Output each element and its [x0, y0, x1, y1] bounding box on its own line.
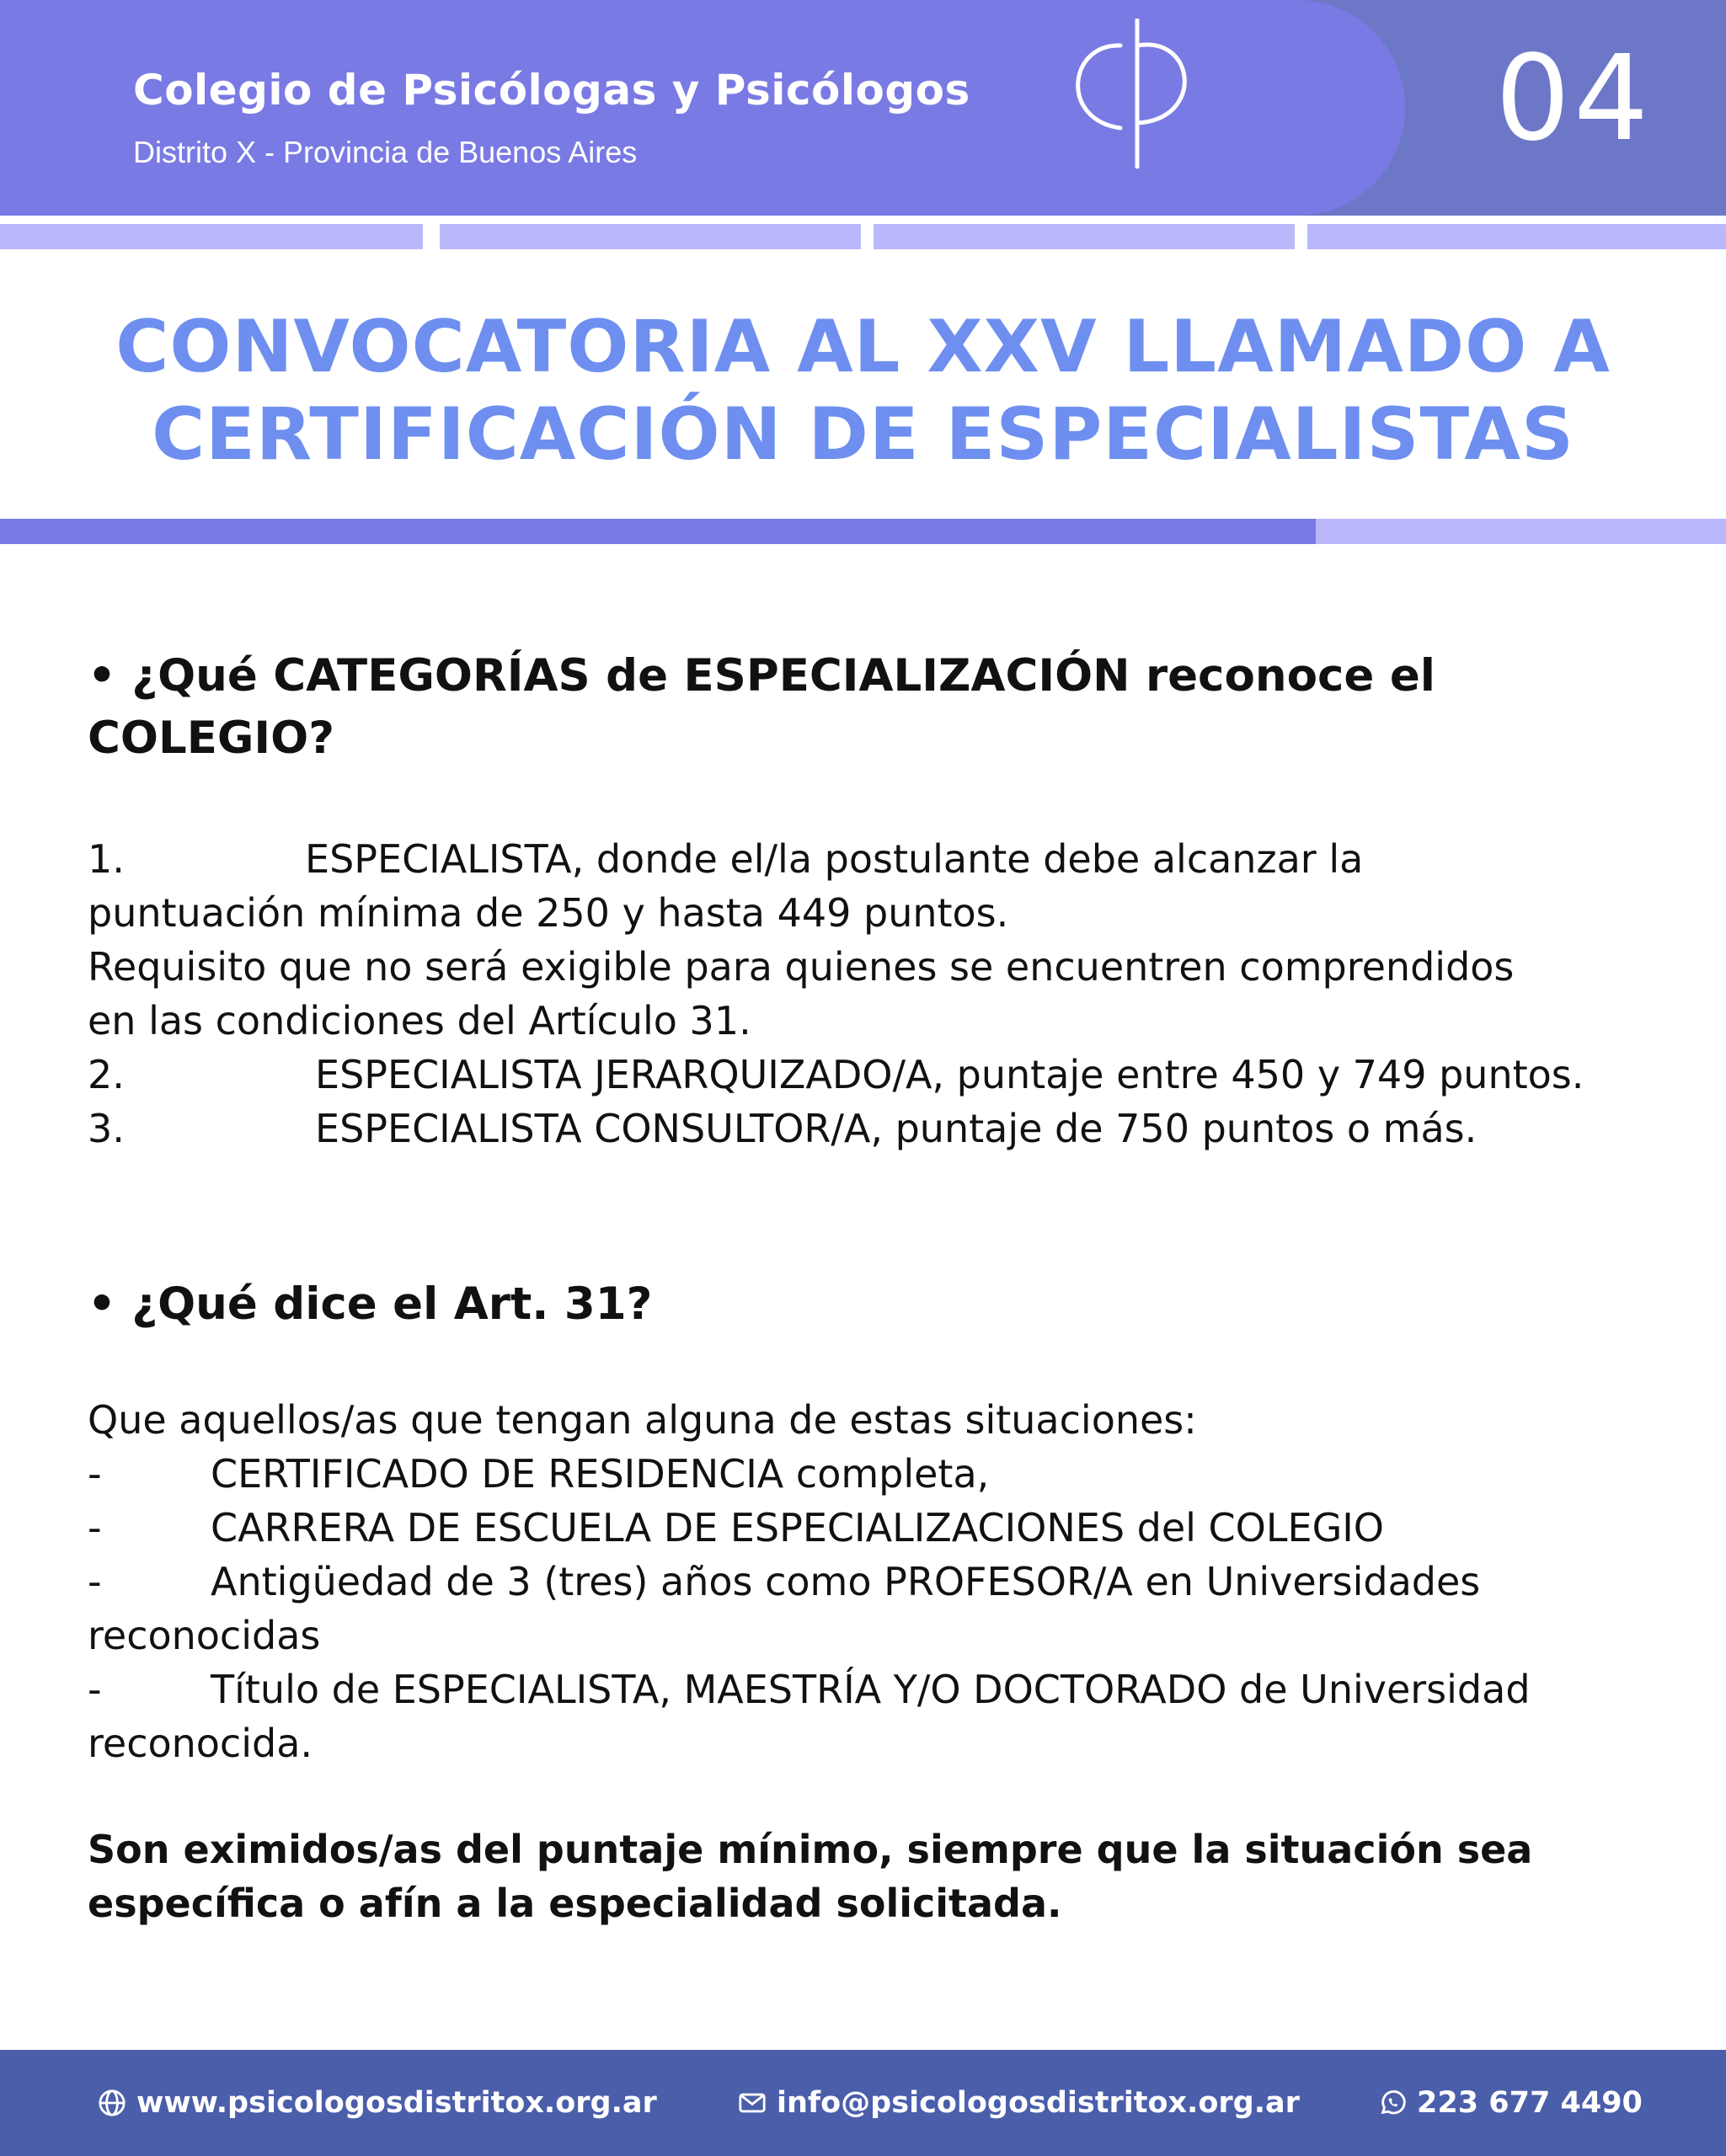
list-number: 1. [88, 836, 125, 882]
email-text: info@psicologosdistritox.org.ar [777, 2086, 1300, 2120]
section1-heading-line-1: • ¿Qué CATEGORÍAS de ESPECIALIZACIÓN reconoce el [88, 650, 1435, 702]
globe-icon [98, 2089, 126, 2117]
dash-marker: - [88, 1667, 102, 1712]
section2-intro: Que aquellos/as que tengan alguna de estas situaciones: [88, 1397, 1197, 1443]
website-link[interactable] [98, 2050, 657, 2156]
org-subtitle: Distrito X - Provincia de Buenos Aires [133, 135, 638, 169]
list-item-3 [88, 1102, 1477, 1155]
section1-heading-line-2: COLEGIO? [88, 712, 334, 764]
list-item-1 [88, 832, 1363, 886]
dash-marker: - [88, 1559, 102, 1604]
segment-2 [440, 224, 861, 249]
mail-icon [738, 2089, 767, 2117]
segment-1 [0, 224, 423, 249]
exemption-note-line-1: Son eximidos/as del puntaje mínimo, siempre que la situación sea [88, 1827, 1533, 1872]
section2-heading [88, 1273, 652, 1336]
dash-item-text: CARRERA DE ESCUELA DE ESPECIALIZACIONES del COLEGIO [211, 1505, 1384, 1550]
segment-3 [874, 224, 1295, 249]
header-banner [0, 0, 1405, 216]
phone-text: 223 677 4490 [1417, 2086, 1643, 2120]
website-text: www.psicologosdistritox.org.ar [136, 2086, 657, 2120]
list-item-1-line-4: en las condiciones del Artículo 31. [88, 998, 751, 1043]
title-line-2: CERTIFICACIÓN DE ESPECIALISTAS [152, 392, 1574, 477]
page-number: 04 [1495, 30, 1653, 168]
dash-item-2 [88, 1501, 1384, 1555]
dash-item-text: Título de ESPECIALISTA, MAESTRÍA Y/O DOCTORADO de Universidad [211, 1667, 1531, 1712]
exemption-note [88, 1822, 1532, 1930]
divider-light [1316, 519, 1726, 544]
list-number: 3. [88, 1106, 125, 1151]
whatsapp-icon [1378, 2089, 1407, 2117]
list-item-text: ESPECIALISTA CONSULTOR/A, puntaje de 750 puntos o más. [315, 1106, 1478, 1151]
list-item-1-line-2: puntuación mínima de 250 y hasta 449 puntos. [88, 890, 1009, 936]
header-segment-bar [0, 224, 1726, 249]
list-number: 2. [88, 1052, 125, 1097]
list-item-1-line-3: Requisito que no será exigible para quienes se encuentren comprendidos [88, 944, 1515, 990]
dash-item-text: CERTIFICADO DE RESIDENCIA completa, [211, 1451, 990, 1497]
dash-item-4 [88, 1662, 1531, 1716]
segment-4 [1307, 224, 1726, 249]
list-item-text: ESPECIALISTA, donde el/la postulante debe alcanzar la [305, 836, 1364, 882]
page-footer [0, 2050, 1726, 2156]
dash-item-1 [88, 1447, 989, 1501]
org-name: Colegio de Psicólogas y Psicólogos [133, 66, 970, 115]
page-header [0, 0, 1726, 216]
divider-dark [0, 519, 1316, 544]
dash-marker: - [88, 1451, 102, 1497]
dash-item-text: Antigüedad de 3 (tres) años como PROFESOR/A en Universidades [211, 1559, 1481, 1604]
exemption-note-line-2: específica o afín a la especialidad solicitada. [88, 1881, 1062, 1926]
dash-item-4-line-2: reconocida. [88, 1721, 313, 1766]
list-item-2 [88, 1048, 1584, 1102]
list-item-text: ESPECIALISTA JERARQUIZADO/A, puntaje entre 450 y 749 puntos. [315, 1052, 1584, 1097]
section2-heading-text: • ¿Qué dice el Art. 31? [88, 1278, 653, 1330]
title-line-1: CONVOCATORIA AL XXV LLAMADO A [115, 305, 1611, 389]
psi-monogram-logo [1053, 19, 1210, 170]
dash-item-3-line-2: reconocidas [88, 1613, 321, 1658]
phone-link[interactable] [1378, 2050, 1643, 2156]
page-title [0, 303, 1726, 478]
email-link[interactable] [738, 2050, 1300, 2156]
dash-item-3 [88, 1555, 1480, 1609]
section1-heading [88, 645, 1435, 770]
dash-marker: - [88, 1505, 102, 1550]
title-divider [0, 519, 1726, 544]
